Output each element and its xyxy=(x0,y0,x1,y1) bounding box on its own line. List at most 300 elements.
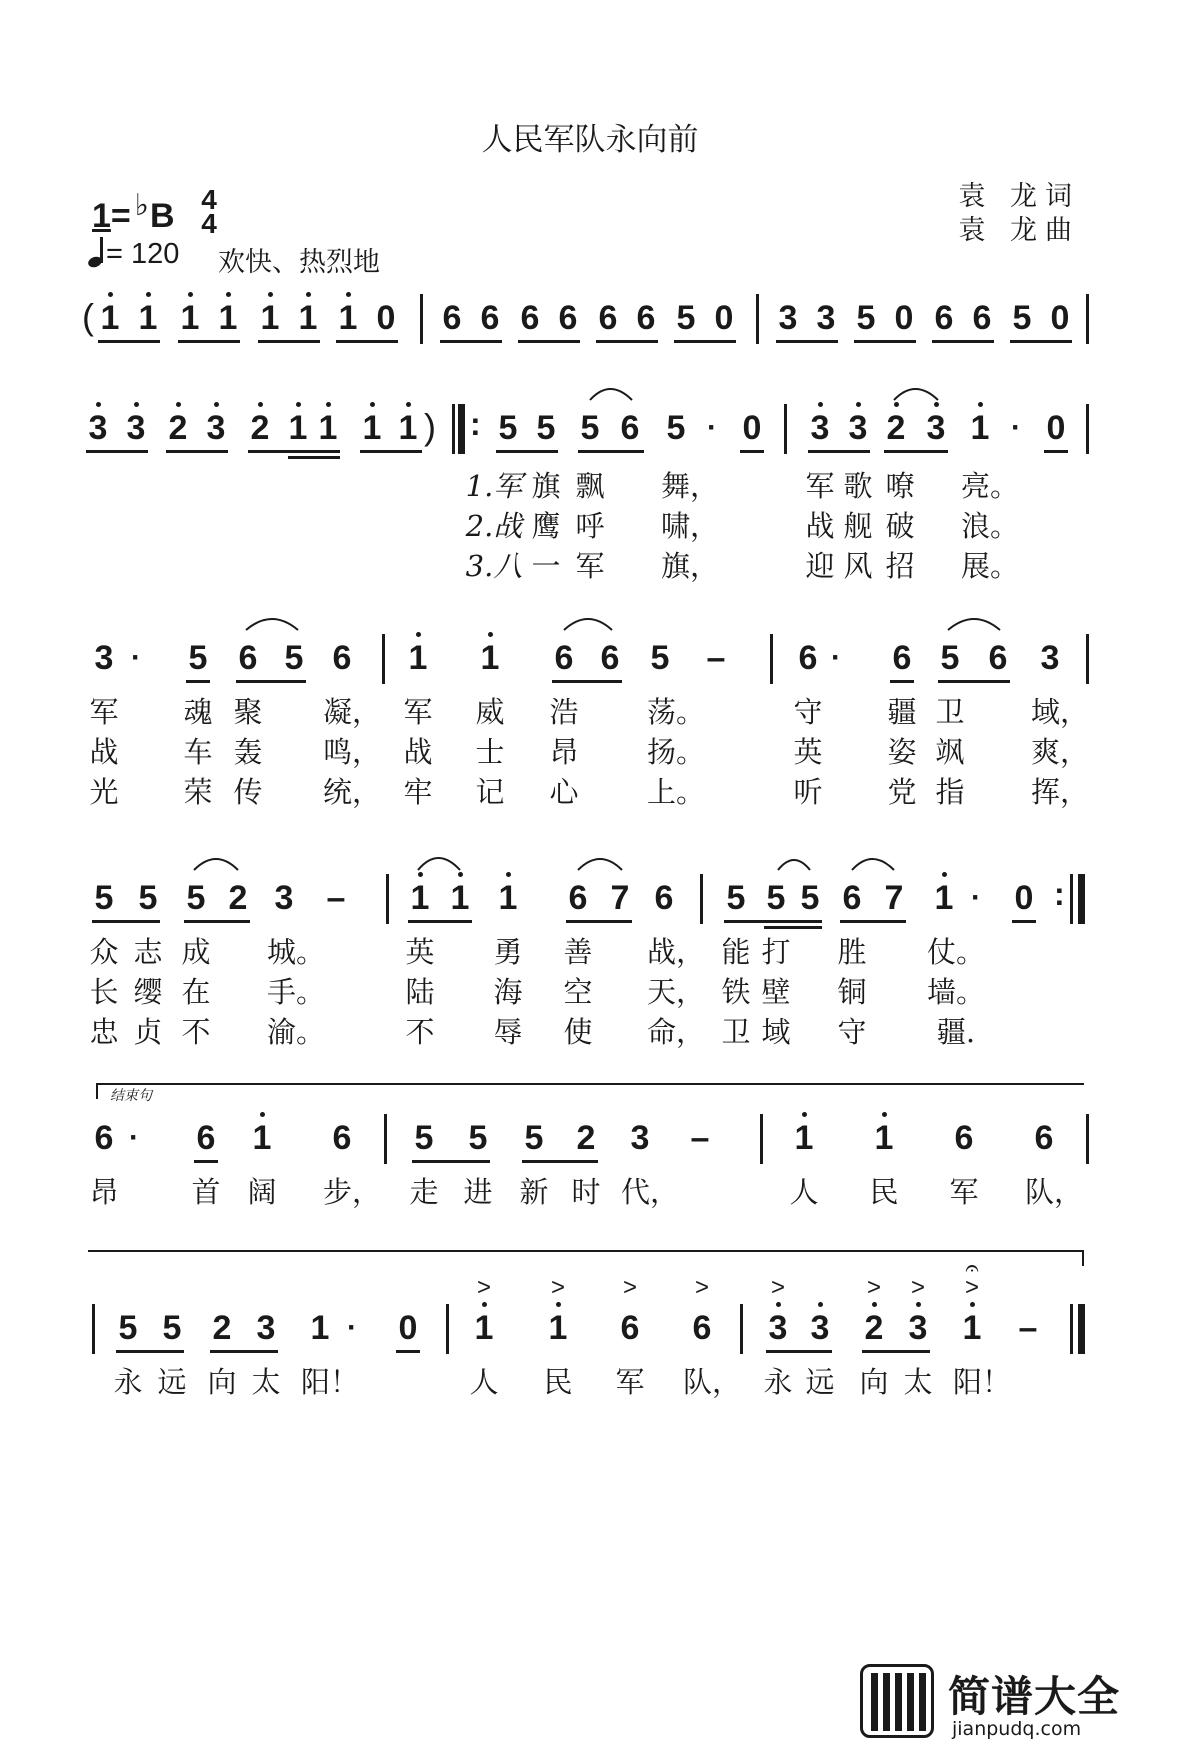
note: 1 xyxy=(794,1119,814,1157)
lyric-syllable: 阳！ xyxy=(952,1365,1012,1399)
lyric-syllable: 威 xyxy=(475,695,505,729)
lyric-syllable: 能 xyxy=(721,935,751,969)
lyric-syllable: 扬。 xyxy=(646,735,706,769)
accent-icon: > xyxy=(910,1274,926,1301)
lyric-syllable: 上。 xyxy=(646,775,706,809)
note: 6 xyxy=(480,299,500,337)
ending-bracket-tick xyxy=(96,1083,98,1099)
barline xyxy=(382,634,385,684)
lyric-syllable: 步， xyxy=(322,1175,382,1209)
lyric-verse2-line1 xyxy=(0,504,1180,544)
barline xyxy=(386,874,389,924)
lyric-syllable: 队， xyxy=(1024,1175,1084,1209)
logo-brand: 简谱大全 xyxy=(948,1672,1121,1721)
close-paren: ) xyxy=(424,406,436,447)
note: 5 xyxy=(94,879,114,917)
lyric-syllable: 打 xyxy=(761,935,791,969)
lyric-syllable: 士 xyxy=(475,735,505,769)
note: 7 xyxy=(884,879,904,917)
lyric-syllable: 展。 xyxy=(960,549,1020,583)
repeat-dots: : xyxy=(470,406,481,442)
note: 6 xyxy=(798,639,818,677)
note: 1 xyxy=(874,1119,894,1157)
lyric-syllable: 善 xyxy=(563,935,593,969)
note: 6 xyxy=(636,299,656,337)
hold-dash: – xyxy=(1018,1309,1038,1347)
lyric-syllable: 舰 xyxy=(843,509,873,543)
lyric-syllable: 浪。 xyxy=(960,509,1020,543)
barline xyxy=(700,874,703,924)
lyric-syllable: 轰 xyxy=(233,735,263,769)
note: 1 xyxy=(962,1309,982,1347)
note: 3 xyxy=(908,1309,928,1347)
lyric-verse1-line1 xyxy=(0,464,1180,504)
repeat-start-thin xyxy=(452,404,455,454)
lyric-syllable: 永 xyxy=(763,1365,793,1399)
quarter-note-icon xyxy=(88,239,106,269)
lyric-syllable: 太 xyxy=(903,1365,933,1399)
lyric-syllable: 军 xyxy=(575,549,605,583)
note: 6 xyxy=(196,1119,216,1157)
lyric-syllable: 不 xyxy=(405,1015,435,1049)
barline xyxy=(1086,404,1089,454)
note: 6 xyxy=(842,879,862,917)
barline xyxy=(760,1114,763,1164)
rest: 0 xyxy=(714,299,734,337)
lyric-verse3-line1 xyxy=(0,544,1180,584)
note: 3 xyxy=(848,409,868,447)
lyric-syllable: 卫 xyxy=(721,1015,751,1049)
score-row-6 xyxy=(0,1254,1180,1360)
note: 6 xyxy=(600,639,620,677)
note: 3 xyxy=(778,299,798,337)
lyric-syllable: 鹰 xyxy=(531,509,561,543)
ending-bracket-end xyxy=(88,1250,1084,1252)
note: 5 xyxy=(666,409,686,447)
rest: 0 xyxy=(376,299,396,337)
note: 2 xyxy=(250,409,270,447)
note: 2 xyxy=(212,1309,232,1347)
note: 6 xyxy=(1034,1119,1054,1157)
lyric-syllable: 凝， xyxy=(322,695,382,729)
lyric-syllable: 聚 xyxy=(233,695,263,729)
lyric-syllable: 手。 xyxy=(266,975,326,1009)
lyric-syllable: 昂 xyxy=(89,1175,119,1209)
note: 2 xyxy=(168,409,188,447)
lyric-syllable: 飒 xyxy=(935,735,965,769)
note: 1 xyxy=(338,299,358,337)
note: 5 xyxy=(726,879,746,917)
time-signature xyxy=(196,184,222,239)
note: 1 xyxy=(100,299,120,337)
lyric-syllable: 1.军 xyxy=(465,469,523,503)
note: 5 xyxy=(1012,299,1032,337)
note: 2 xyxy=(886,409,906,447)
repeat-start-thick xyxy=(458,404,465,454)
lyric-syllable: 挥， xyxy=(1030,775,1090,809)
note: 5 xyxy=(800,879,820,917)
lyric-syllable: 永 xyxy=(113,1365,143,1399)
lyric-syllable: 壁 xyxy=(761,975,791,1009)
lyric-verse2-line2 xyxy=(0,730,1180,770)
augmentation-dot: · xyxy=(129,1121,139,1154)
note: 5 xyxy=(524,1119,544,1157)
note: 1 xyxy=(318,409,338,447)
note: 1 xyxy=(498,879,518,917)
lyric-syllable: 向 xyxy=(859,1365,889,1399)
score-row-4 xyxy=(0,870,1180,930)
lyric-syllable: 众 xyxy=(89,935,119,969)
lyric-syllable: 军 xyxy=(615,1365,645,1399)
note: 3 xyxy=(926,409,946,447)
note: 5 xyxy=(138,879,158,917)
lyric-syllable: 海 xyxy=(493,975,523,1009)
lyric-syllable: 军 xyxy=(89,695,119,729)
tempo-marking xyxy=(88,238,179,271)
lyric-syllable: 守 xyxy=(793,695,823,729)
augmentation-dot: · xyxy=(131,641,141,674)
augmentation-dot: · xyxy=(831,641,841,674)
note: 5 xyxy=(766,879,786,917)
lyric-syllable: 英 xyxy=(405,935,435,969)
note: 6 xyxy=(94,1119,114,1157)
final-barline-thin xyxy=(1070,1304,1073,1354)
barline xyxy=(420,294,423,344)
note: 1 xyxy=(310,1309,330,1347)
lyric-syllable: 战， xyxy=(646,935,706,969)
barline xyxy=(740,1304,743,1354)
note: 5 xyxy=(118,1309,138,1347)
note: 6 xyxy=(558,299,578,337)
lyric-syllable: 铁 xyxy=(721,975,751,1009)
score-row-3 xyxy=(0,630,1180,690)
barline xyxy=(756,294,759,344)
barline xyxy=(1086,1114,1089,1164)
piano-icon xyxy=(860,1664,934,1738)
key-letter: B xyxy=(149,197,175,235)
note: 5 xyxy=(856,299,876,337)
lyric-syllable: 民 xyxy=(869,1175,899,1209)
lyric-syllable: 民 xyxy=(543,1365,573,1399)
repeat-end-thick xyxy=(1078,874,1085,924)
barline xyxy=(770,634,773,684)
barline xyxy=(446,1304,449,1354)
note: 2 xyxy=(228,879,248,917)
lyric-syllable: 墙。 xyxy=(926,975,986,1009)
lyric-syllable: 首 xyxy=(191,1175,221,1209)
lyric-syllable: 域 xyxy=(761,1015,791,1049)
score-row-2 xyxy=(0,400,1180,460)
lyric-syllable: 战 xyxy=(89,735,119,769)
lyric-syllable: 不 xyxy=(181,1015,211,1049)
note: 1 xyxy=(138,299,158,337)
accent-icon: > xyxy=(866,1274,882,1301)
augmentation-dot: · xyxy=(1011,411,1021,444)
lyric-syllable: 亮。 xyxy=(960,469,1020,503)
ending-bracket xyxy=(96,1083,1084,1085)
note: 1 xyxy=(180,299,200,337)
accent-icon: > xyxy=(964,1274,980,1301)
rest: 0 xyxy=(742,409,762,447)
lyric-syllable: 志 xyxy=(133,935,163,969)
hold-dash: – xyxy=(326,879,346,917)
note: 6 xyxy=(554,639,574,677)
meter-denominator: 4 xyxy=(201,208,217,239)
lyric-ending-line1 xyxy=(0,1170,1180,1210)
lyric-syllable: 3.八 xyxy=(465,549,523,583)
lyric-syllable: 荣 xyxy=(183,775,213,809)
repeat-end-thin xyxy=(1070,874,1073,924)
lyric-syllable: 队， xyxy=(682,1365,742,1399)
tempo-value: = 120 xyxy=(106,238,180,270)
note: 6 xyxy=(442,299,462,337)
note: 6 xyxy=(988,639,1008,677)
key-equals: = xyxy=(110,197,131,235)
flat-symbol: ♭ xyxy=(134,189,149,222)
expression-marking: 欢快、热烈地 xyxy=(218,247,380,278)
note: 3 xyxy=(126,409,146,447)
lyric-syllable: 阳！ xyxy=(300,1365,360,1399)
accent-icon: > xyxy=(770,1274,786,1301)
augmentation-dot: · xyxy=(971,881,981,914)
note: 5 xyxy=(536,409,556,447)
lyric-syllable: 天， xyxy=(646,975,706,1009)
accent-icon: > xyxy=(694,1274,710,1301)
lyric-syllable: 辱 xyxy=(493,1015,523,1049)
lyric-syllable: 舞， xyxy=(660,469,720,503)
lyric-syllable: 姿 xyxy=(887,735,917,769)
lyric-syllable: 成 xyxy=(181,935,211,969)
lyric-syllable: 荡。 xyxy=(646,695,706,729)
lyric-syllable: 阔 xyxy=(247,1175,277,1209)
note: 5 xyxy=(676,299,696,337)
lyric-syllable: 进 xyxy=(463,1175,493,1209)
site-logo xyxy=(860,1664,1160,1744)
lyric-syllable: 昂 xyxy=(549,735,579,769)
note: 6 xyxy=(332,1119,352,1157)
note: 1 xyxy=(408,639,428,677)
meter-numerator: 4 xyxy=(201,184,217,215)
lyric-syllable: 2.战 xyxy=(465,509,523,543)
lyric-verse3-line3 xyxy=(0,1010,1180,1050)
lyric-syllable: 铜 xyxy=(837,975,867,1009)
barline xyxy=(384,1114,387,1164)
ending-bracket-end-tick xyxy=(1082,1250,1084,1266)
note: 6 xyxy=(598,299,618,337)
lyric-syllable: 忠 xyxy=(89,1015,119,1049)
lyric-syllable: 疆. xyxy=(936,1015,976,1049)
score-row-5 xyxy=(0,1110,1180,1170)
lyric-syllable: 仗。 xyxy=(926,935,986,969)
lyric-syllable: 时 xyxy=(571,1175,601,1209)
lyric-syllable: 啸， xyxy=(660,509,720,543)
note: 5 xyxy=(498,409,518,447)
note: 6 xyxy=(568,879,588,917)
lyric-syllable: 党 xyxy=(887,775,917,809)
note: 1 xyxy=(362,409,382,447)
accent-icon: > xyxy=(622,1274,638,1301)
lyric-syllable: 英 xyxy=(793,735,823,769)
note: 5 xyxy=(162,1309,182,1347)
note: 6 xyxy=(238,639,258,677)
lyric-syllable: 军 xyxy=(805,469,835,503)
note: 5 xyxy=(414,1119,434,1157)
lyric-syllable: 风 xyxy=(843,549,873,583)
lyric-syllable: 陆 xyxy=(405,975,435,1009)
note: 6 xyxy=(620,1309,640,1347)
lyric-syllable: 军 xyxy=(949,1175,979,1209)
note: 3 xyxy=(810,1309,830,1347)
lyric-syllable: 嘹 xyxy=(885,469,915,503)
rest: 0 xyxy=(1046,409,1066,447)
lyric-syllable: 统， xyxy=(322,775,382,809)
note: 3 xyxy=(1040,639,1060,677)
logo-url: jianpudq.com xyxy=(952,1718,1082,1740)
note: 2 xyxy=(576,1119,596,1157)
lyric-syllable: 空 xyxy=(563,975,593,1009)
augmentation-dot: · xyxy=(347,1311,357,1344)
lyric-syllable: 长 xyxy=(89,975,119,1009)
lyric-syllable: 太 xyxy=(251,1365,281,1399)
rest: 0 xyxy=(1014,879,1034,917)
lyric-verse3-line2 xyxy=(0,770,1180,810)
note: 1 xyxy=(298,299,318,337)
lyric-verse2-line3 xyxy=(0,970,1180,1010)
note: 3 xyxy=(274,879,294,917)
note: 6 xyxy=(332,639,352,677)
lyric-syllable: 鸣， xyxy=(322,735,382,769)
key-signature xyxy=(92,188,175,236)
fermata-icon: 𝄐 xyxy=(965,1254,979,1282)
note: 1 xyxy=(474,1309,494,1347)
lyric-syllable: 人 xyxy=(789,1175,819,1209)
lyric-syllable: 歌 xyxy=(843,469,873,503)
lyric-syllable: 疆 xyxy=(887,695,917,729)
composer-credit: 袁 龙曲 xyxy=(958,215,1080,246)
note: 3 xyxy=(768,1309,788,1347)
accent-icon: > xyxy=(476,1274,492,1301)
note: 5 xyxy=(468,1119,488,1157)
note: 1 xyxy=(450,879,470,917)
lyric-syllable: 卫 xyxy=(935,695,965,729)
lyric-syllable: 守 xyxy=(837,1015,867,1049)
lyric-syllable: 城。 xyxy=(266,935,326,969)
lyric-syllable: 一 xyxy=(531,549,561,583)
barline xyxy=(1086,634,1089,684)
note: 1 xyxy=(252,1119,272,1157)
lyric-syllable: 在 xyxy=(181,975,211,1009)
song-title: 人民军队永向前 xyxy=(481,122,699,158)
note: 2 xyxy=(864,1309,884,1347)
lyric-ending-line2 xyxy=(0,1360,1180,1400)
lyric-syllable: 人 xyxy=(469,1365,499,1399)
hold-dash: – xyxy=(690,1119,710,1157)
lyric-syllable: 远 xyxy=(157,1365,187,1399)
note: 3 xyxy=(256,1309,276,1347)
lyric-syllable: 旗 xyxy=(531,469,561,503)
lyric-verse1-line2 xyxy=(0,690,1180,730)
note: 3 xyxy=(810,409,830,447)
note: 6 xyxy=(892,639,912,677)
note: 3 xyxy=(94,639,114,677)
lyric-verse1-line3 xyxy=(0,930,1180,970)
note: 1 xyxy=(398,409,418,447)
ending-label: 结束句 xyxy=(110,1088,152,1104)
lyric-syllable: 贞 xyxy=(133,1015,163,1049)
lyric-syllable: 旗， xyxy=(660,549,720,583)
rest: 0 xyxy=(894,299,914,337)
lyric-syllable: 缨 xyxy=(133,975,163,1009)
lyric-syllable: 军 xyxy=(403,695,433,729)
augmentation-dot: · xyxy=(707,411,717,444)
lyric-syllable: 战 xyxy=(805,509,835,543)
lyric-syllable: 胜 xyxy=(837,935,867,969)
lyric-syllable: 代， xyxy=(620,1175,680,1209)
note: 5 xyxy=(188,639,208,677)
lyric-syllable: 使 xyxy=(563,1015,593,1049)
note: 6 xyxy=(654,879,674,917)
note: 6 xyxy=(520,299,540,337)
lyric-syllable: 牢 xyxy=(403,775,433,809)
lyric-syllable: 飘 xyxy=(575,469,605,503)
lyric-syllable: 向 xyxy=(207,1365,237,1399)
note: 1 xyxy=(288,409,308,447)
lyric-syllable: 走 xyxy=(409,1175,439,1209)
key-tonic: 1 xyxy=(92,197,111,235)
note: 1 xyxy=(970,409,990,447)
lyric-syllable: 破 xyxy=(885,509,915,543)
note: 3 xyxy=(816,299,836,337)
lyric-syllable: 域， xyxy=(1030,695,1090,729)
note: 6 xyxy=(972,299,992,337)
lyric-syllable: 爽， xyxy=(1030,735,1090,769)
note: 3 xyxy=(630,1119,650,1157)
note: 1 xyxy=(480,639,500,677)
lyric-syllable: 记 xyxy=(475,775,505,809)
lyric-syllable: 浩 xyxy=(549,695,579,729)
final-barline-thick xyxy=(1078,1304,1085,1354)
note: 1 xyxy=(260,299,280,337)
note: 1 xyxy=(548,1309,568,1347)
note: 6 xyxy=(620,409,640,447)
note: 6 xyxy=(692,1309,712,1347)
open-paren: ( xyxy=(82,296,94,337)
note: 6 xyxy=(934,299,954,337)
lyric-syllable: 战 xyxy=(403,735,433,769)
hold-dash: – xyxy=(706,639,726,677)
lyric-syllable: 新 xyxy=(519,1175,549,1209)
note: 5 xyxy=(940,639,960,677)
lyric-syllable: 呼 xyxy=(575,509,605,543)
note: 3 xyxy=(206,409,226,447)
score-row-1 xyxy=(0,290,1180,350)
lyric-syllable: 招 xyxy=(885,549,915,583)
note: 6 xyxy=(954,1119,974,1157)
note: 5 xyxy=(186,879,206,917)
lyricist-credit: 袁 龙词 xyxy=(958,181,1080,212)
lyric-syllable: 指 xyxy=(935,775,965,809)
note: 7 xyxy=(610,879,630,917)
lyric-syllable: 勇 xyxy=(493,935,523,969)
barline xyxy=(784,404,787,454)
rest: 0 xyxy=(398,1309,418,1347)
lyric-syllable: 传 xyxy=(233,775,263,809)
note: 1 xyxy=(934,879,954,917)
lyric-syllable: 魂 xyxy=(183,695,213,729)
note: 5 xyxy=(580,409,600,447)
lyric-syllable: 听 xyxy=(793,775,823,809)
lyric-syllable: 远 xyxy=(805,1365,835,1399)
